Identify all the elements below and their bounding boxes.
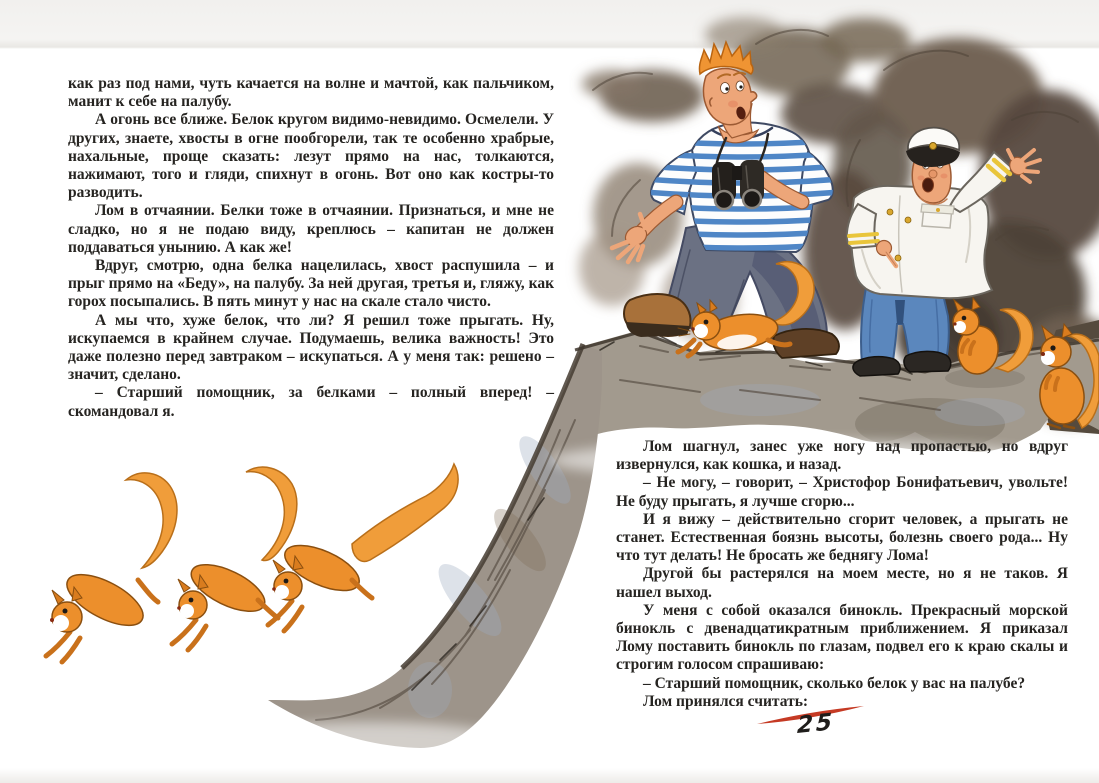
paragraph: – Старший помощник, за белками – полный вперед! – скомандовал я. <box>68 384 554 420</box>
squirrels-leaping-illustration <box>46 464 458 662</box>
paragraph: И я вижу – действительно сгорит человек, а прыгать не станет. Естественная боязнь высоты, болезнь своего рода... Ну что тут делать! Не бросать же беднягу Лома! <box>616 510 1068 565</box>
handwritten-page-number: 25 <box>796 708 836 740</box>
paragraph: А мы что, хуже белок, что ли? Я решил тоже прыгать. Ну, искупаемся в крайнем случае. Подумаешь, велика важность! Это даже полезно перед завтраком – искупаться. А у меня так: решено – значит, сделано. <box>68 311 554 384</box>
scan-bottom-edge <box>0 768 1099 783</box>
paragraph: Лом шагнул, занес уже ногу над пропастью, но вдруг извернулся, как кошка, и назад. <box>616 438 1068 474</box>
paragraph: как раз под нами, чуть качается на волне и мачтой, как пальчиком, манит к себе на палубу. <box>68 75 554 111</box>
squirrel-leaping-2 <box>172 467 297 650</box>
left-page-text <box>68 75 554 421</box>
paragraph: – Старший помощник, сколько белок у вас на палубе? <box>643 674 1026 692</box>
squirrel-leaping-1 <box>46 473 177 662</box>
paragraph: Лом в отчаянии. Белки тоже в отчаянии. Признаться, и мне не сладко, но я не подаю виду, креплюсь – капитан не должен поддаваться унынию. А как же! <box>68 202 554 256</box>
paragraph: А огонь все ближе. Белок кругом видимо-невидимо. Осмелели. У других, знаете, хвосты в огне пообгорели, так те особенно храбрые, нахальные, проще сказать: лезут прямо на нас, толкаются, нажимают, того и гляди, спихнут в огонь. Вот оно как костры-то разводить. <box>68 111 554 202</box>
paragraph: Другой бы растерялся на моем месте, но я не таков. Я нашел выход. <box>616 565 1068 601</box>
paragraph: Лом принялся считать: <box>643 692 809 710</box>
right-page-text <box>616 438 1068 711</box>
squirrel-leaping-3 <box>268 464 458 631</box>
paragraph: У меня с собой оказался бинокль. Прекрасный морской бинокль с двенадцатикратным приближением. Я приказал Лому поставить бинокль по глазам, подвел его к краю скалы и строгим голосом спрашиваю: <box>616 601 1068 674</box>
paragraph: Вдруг, смотрю, одна белка нацелилась, хвост распушила – и прыг прямо на «Беду», на палубу. За ней другая, третья и, гляжу, как горох посыпались. В пять минут у нас на скале стало чисто. <box>68 257 554 311</box>
paragraph: – Не могу, – говорит, – Христофор Бонифатьевич, увольте! Не буду прыгать, я лучше сгорю... <box>616 474 1068 510</box>
